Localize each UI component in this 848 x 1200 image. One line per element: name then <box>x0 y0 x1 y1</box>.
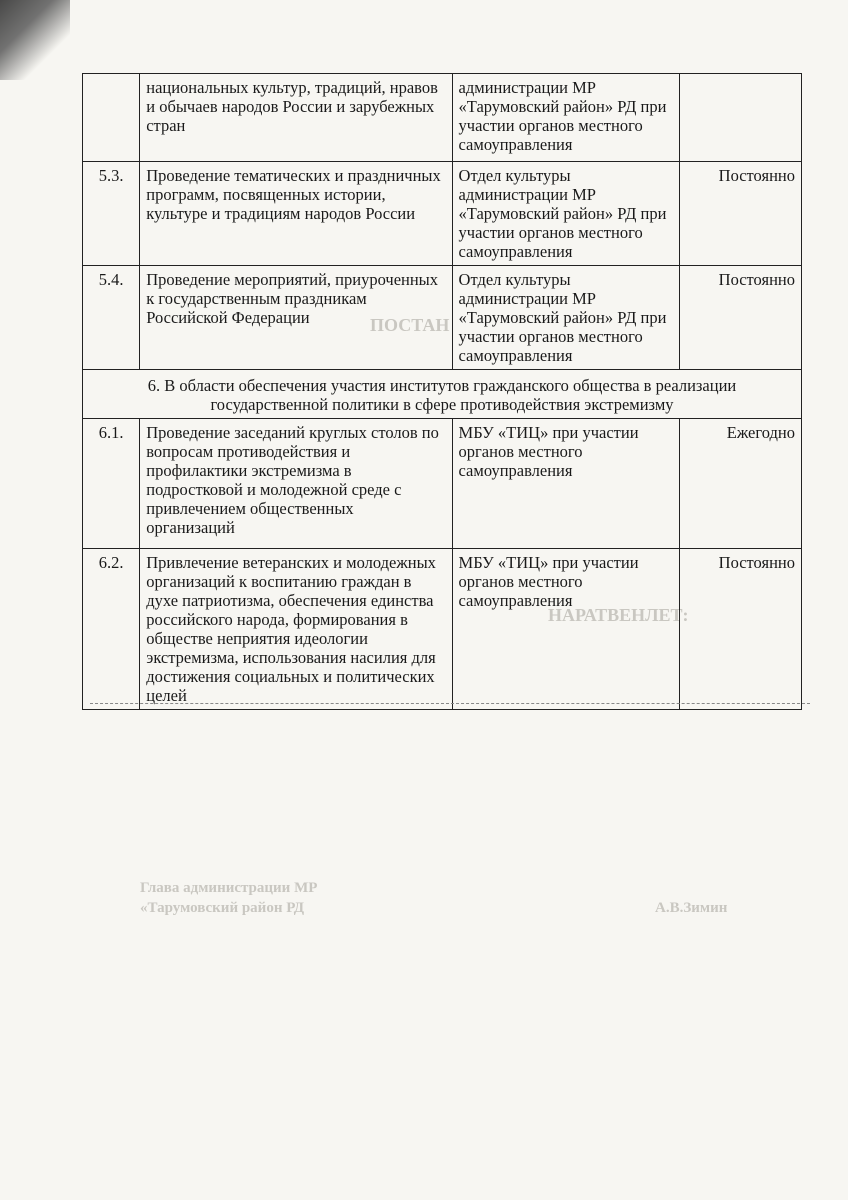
term-cell: Постоянно <box>680 162 802 266</box>
row-number <box>83 74 140 162</box>
activity-cell: Привлечение ветеранских и молодежных организаций к воспитанию граждан в духе патриотизма, обеспечения единства российского народа, формирования в обществе неприятия идеологии экстремизма, использования насилия для достижения социальных и политических целей <box>140 549 452 710</box>
scan-shadow <box>0 0 70 80</box>
row-number: 6.1. <box>83 419 140 549</box>
executor-cell: Отдел культуры администрации МР «Тарумовский район» РД при участии органов местного самоуправления <box>452 266 680 370</box>
term-cell: Ежегодно <box>680 419 802 549</box>
executor-cell: МБУ «ТИЦ» при участии органов местного самоуправления <box>452 419 680 549</box>
row-number: 5.4. <box>83 266 140 370</box>
table-row <box>83 74 802 162</box>
bleed-through-text: НАРАТВЕНЛЕТ: <box>548 605 689 625</box>
table-row <box>83 419 802 549</box>
executor-cell: Отдел культуры администрации МР «Тарумовский район» РД при участии органов местного самоуправления <box>452 162 680 266</box>
activity-cell: Проведение мероприятий, приуроченных к государственным праздникам Российской Федерации <box>140 266 452 370</box>
table-row <box>83 162 802 266</box>
activity-cell: национальных культур, традиций, нравов и обычаев народов России и зарубежных стран <box>140 74 452 162</box>
bleed-through-text: «Тарумовский район РД <box>140 900 305 916</box>
bleed-through-text: А.В.Зимин <box>655 900 728 916</box>
executor-cell: МБУ «ТИЦ» при участии органов местного самоуправления <box>452 549 680 710</box>
term-cell <box>680 74 802 162</box>
section-6-title: 6. В области обеспечения участия институтов гражданского общества в реализации государственной политики в сфере противодействия экстремизму <box>83 370 802 419</box>
plan-table <box>82 73 802 710</box>
section-header-row <box>83 370 802 419</box>
table-row <box>83 266 802 370</box>
term-cell: Постоянно <box>680 266 802 370</box>
table-row <box>83 549 802 710</box>
activity-cell: Проведение тематических и праздничных программ, посвященных истории, культуре и традициям народов России <box>140 162 452 266</box>
row-number: 5.3. <box>83 162 140 266</box>
bleed-through-text: ПОСТАН <box>370 315 450 335</box>
row-number: 6.2. <box>83 549 140 710</box>
scan-artifact-line <box>90 703 810 704</box>
bleed-through-text: Глава администрации МР <box>140 880 318 896</box>
activity-cell: Проведение заседаний круглых столов по вопросам противодействия и профилактики экстремизма в подростковой и молодежной среде с привлечением общественных организаций <box>140 419 452 549</box>
executor-cell: администрации МР «Тарумовский район» РД при участии органов местного самоуправления <box>452 74 680 162</box>
term-cell: Постоянно <box>680 549 802 710</box>
